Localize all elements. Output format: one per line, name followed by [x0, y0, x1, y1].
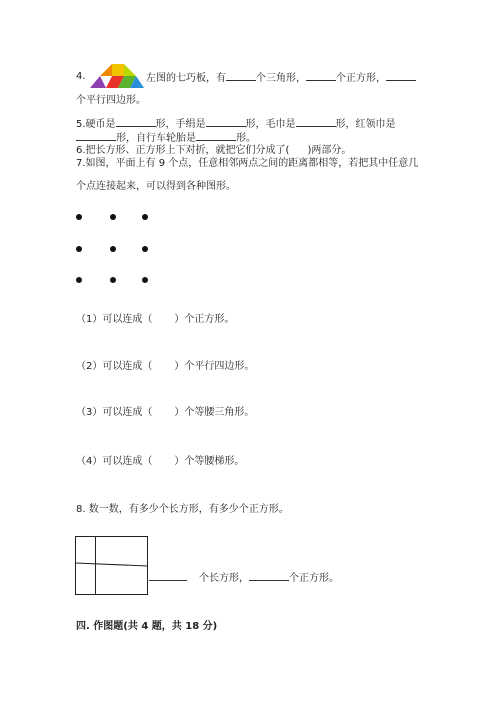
- q7-sub4-prefix: （4）可以连成（: [76, 456, 153, 467]
- q7-sub3-suffix: ）个等腰三角形。: [174, 407, 255, 418]
- q5-text-f: 形。: [236, 133, 256, 144]
- q4-blank-triangle[interactable]: [226, 70, 256, 81]
- q4-blank-parallelogram[interactable]: [386, 70, 416, 81]
- q5-blank-towel[interactable]: [296, 116, 336, 127]
- q6-text-a: 6.把长方形、正方形上下对折，就把它们分成了(: [76, 145, 290, 156]
- grid-dot: [110, 246, 116, 252]
- q7-sub4: [76, 455, 244, 468]
- rectangle-figure: [75, 536, 149, 596]
- q5-blank-coin[interactable]: [116, 116, 156, 127]
- section4-title: 四. 作图题(共 4 题，共 18 分): [76, 621, 218, 632]
- q4-blank-square[interactable]: [306, 70, 336, 81]
- grid-dot: [110, 214, 116, 220]
- q6-text-b: )两部分。: [307, 145, 352, 156]
- q8-answer: [149, 570, 339, 585]
- grid-dot: [142, 277, 148, 283]
- q8-blank-rectangles[interactable]: [149, 570, 187, 581]
- q5-text-c: 形，毛巾是: [245, 119, 296, 130]
- q5-blank-handkerchief[interactable]: [206, 116, 246, 127]
- tangram-piece-purple: [90, 76, 106, 88]
- q5-line1: [76, 116, 396, 131]
- q5-text-e: 形，自行车轮胎是: [116, 133, 196, 144]
- q7-sub1-suffix: ）个正方形。: [174, 314, 235, 325]
- q7-sub2-prefix: （2）可以连成（: [76, 361, 153, 372]
- q4-line2: 个平行四边形。: [76, 95, 146, 106]
- q7-sub2-suffix: ）个平行四边形。: [174, 361, 255, 372]
- grid-dot: [142, 246, 148, 252]
- q7-sub3: [76, 406, 254, 419]
- q7-sub1-prefix: （1）可以连成（: [76, 314, 153, 325]
- q7-line2: 个点连接起来，可以得到各种图形。: [76, 181, 236, 192]
- q8-blank-squares[interactable]: [249, 570, 289, 581]
- grid-dot: [76, 277, 82, 283]
- tangram-piece-lime: [124, 64, 136, 76]
- q5-line2: [76, 130, 256, 145]
- q7-sub4-suffix: ）个等腰梯形。: [174, 456, 245, 467]
- grid-dot: [110, 277, 116, 283]
- q7-sub1: [76, 313, 234, 326]
- q5-blank-tire[interactable]: [196, 130, 236, 141]
- grid-dot: [76, 214, 82, 220]
- q5-text-b: 形，手绢是: [155, 119, 206, 130]
- q8-answer-a: 个长方形，: [199, 573, 249, 584]
- grid-dot: [142, 214, 148, 220]
- q4-text-b: 个三角形，: [256, 73, 306, 84]
- q6-line: [76, 144, 351, 157]
- q4-line1: [146, 70, 416, 85]
- tangram-piece-orange: [100, 64, 112, 76]
- q4-text-c: 个正方形，: [336, 73, 386, 84]
- q8-text: 8. 数一数，有多少个长方形，有多少个正方形。: [76, 504, 289, 515]
- q4-text-a: 左图的七巧板，有: [146, 73, 226, 84]
- inner-horizontal-line: [76, 563, 148, 566]
- q5-text-a: 5.硬币是: [76, 119, 116, 130]
- q5-blank-scarf[interactable]: [76, 130, 116, 141]
- tangram-piece-yellow: [112, 64, 124, 76]
- q7-sub3-prefix: （3）可以连成（: [76, 407, 153, 418]
- tangram-image: [90, 64, 144, 88]
- q8-answer-b: 个正方形。: [289, 573, 339, 584]
- grid-dot: [76, 246, 82, 252]
- q7-line1: 7.如图，平面上有 9 个点，任意相邻两点之间的距离都相等，若把其中任意几: [76, 158, 419, 169]
- q4-number: 4.: [76, 71, 86, 82]
- q5-text-d: 形，红领巾是: [335, 119, 396, 130]
- q7-sub2: [76, 360, 254, 373]
